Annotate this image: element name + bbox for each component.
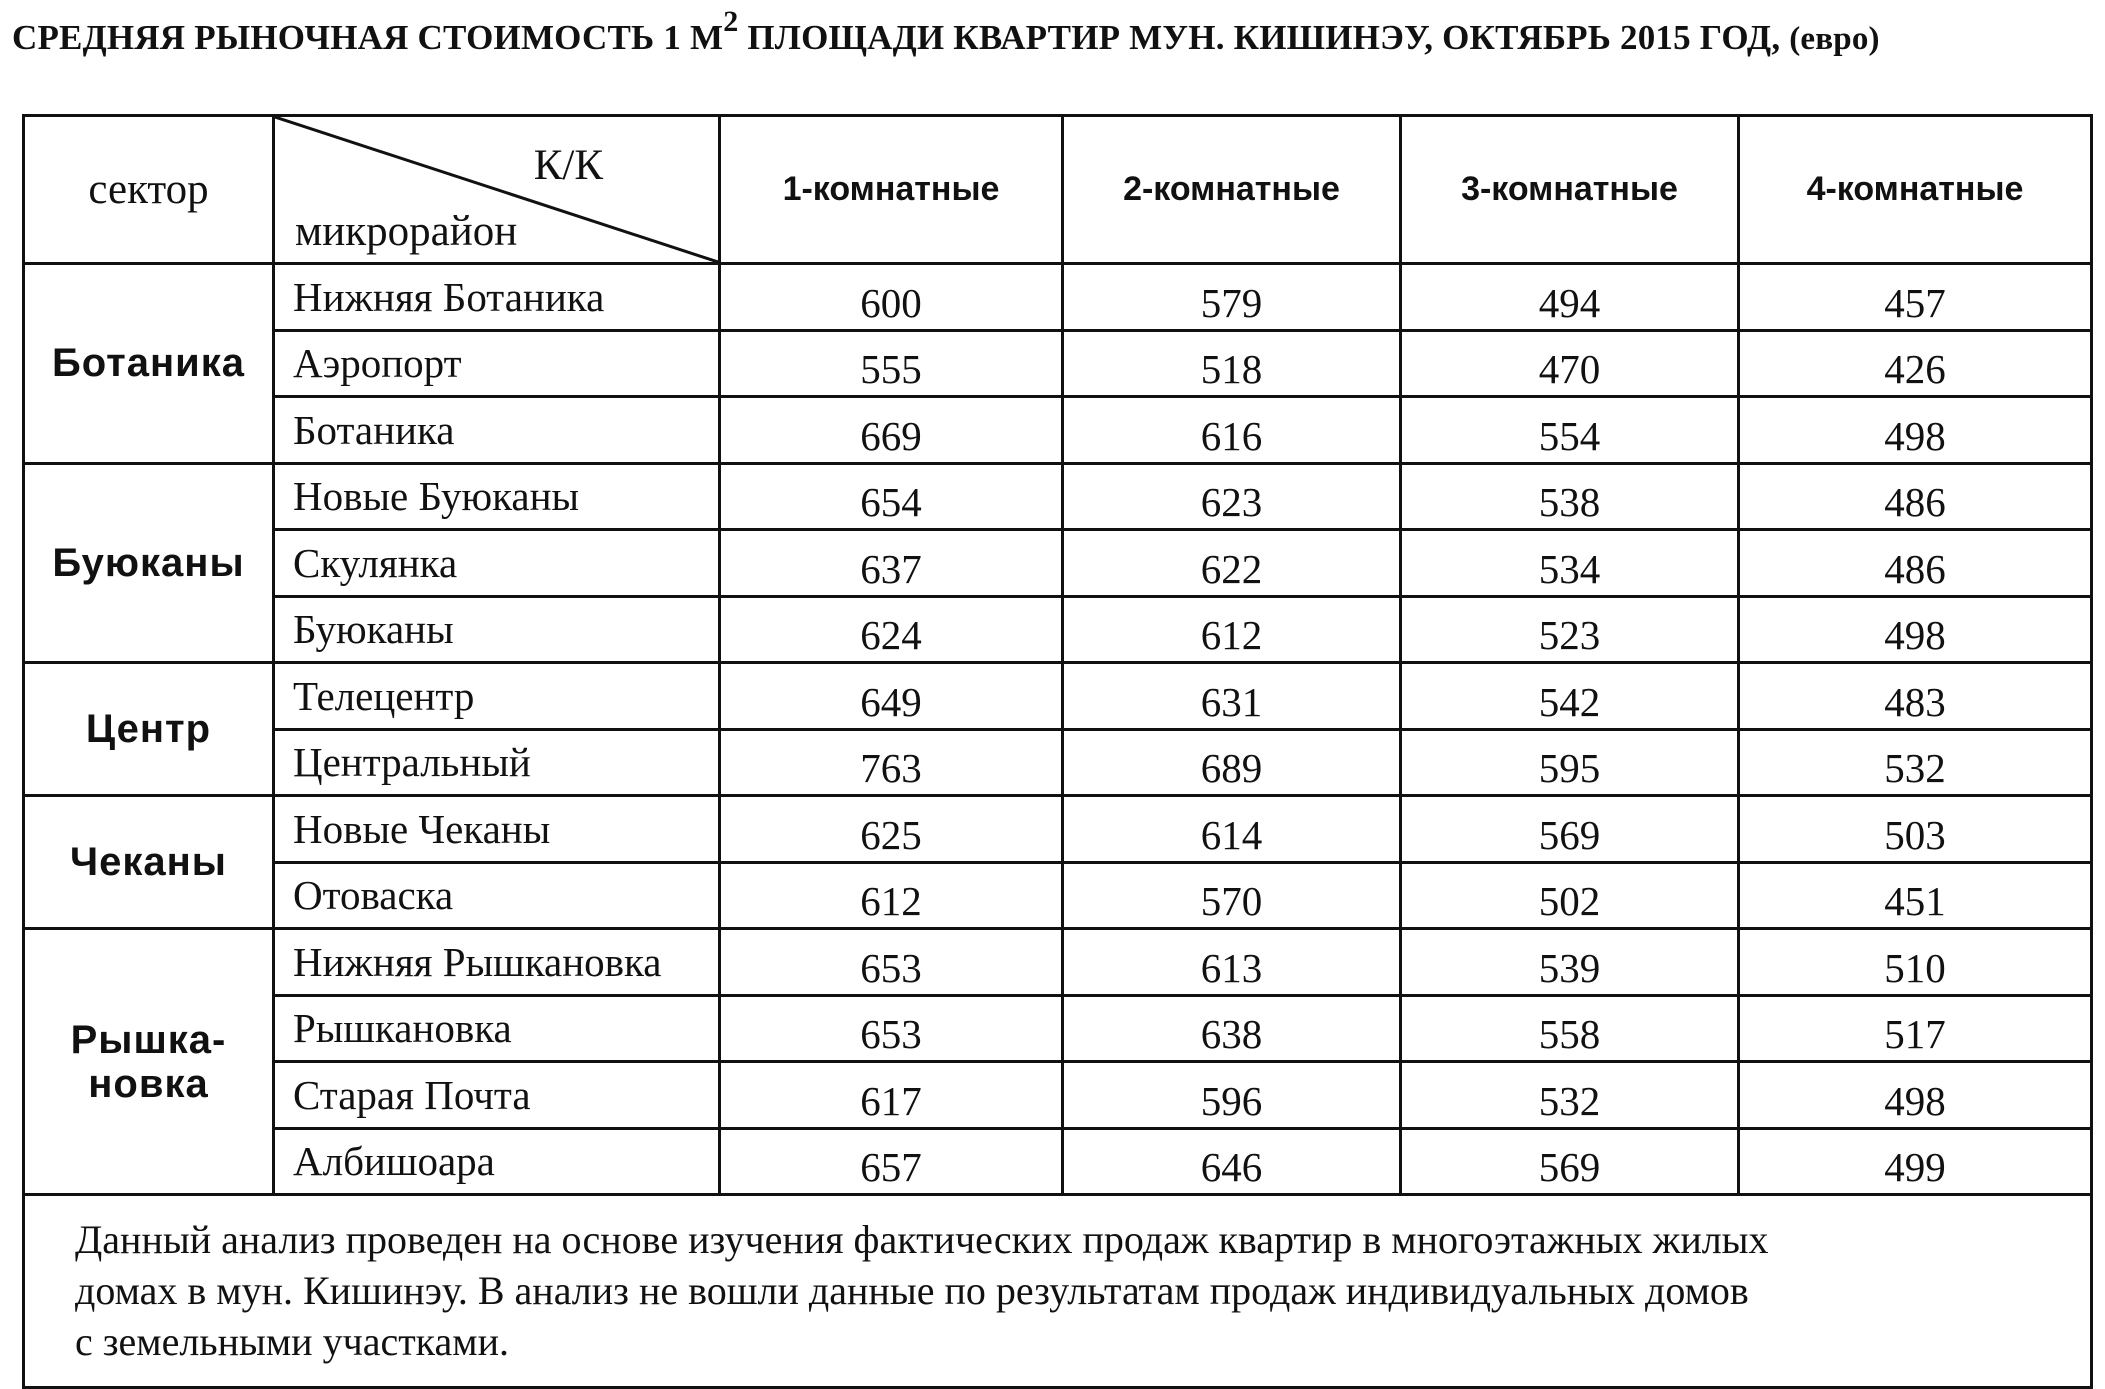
price-cell-2-room: 613: [1063, 929, 1401, 996]
price-cell-2-room: 623: [1063, 463, 1401, 530]
page-title: [12, 5, 2097, 58]
price-cell-4-room: 498: [1739, 1062, 2092, 1129]
price-table: [22, 114, 2093, 1389]
price-cell-4-room: 486: [1739, 463, 2092, 530]
price-cell-4-room: 517: [1739, 995, 2092, 1062]
price-cell-1-room: 653: [720, 929, 1063, 996]
price-cell-4-room: 532: [1739, 729, 2092, 796]
price-cell-2-room: 518: [1063, 330, 1401, 397]
table-row: [24, 663, 2092, 730]
title-rest: ПЛОЩАДИ КВАРТИР МУН. КИШИНЭУ, ОКТЯБРЬ 2015 ГОД,: [738, 18, 1781, 57]
table-row: [24, 995, 2092, 1062]
header-col-1: 1-комнатные: [720, 116, 1063, 264]
price-cell-2-room: 614: [1063, 796, 1401, 863]
table-row: [24, 530, 2092, 597]
price-cell-4-room: 426: [1739, 330, 2092, 397]
price-cell-1-room: 600: [720, 264, 1063, 331]
note-cell: [24, 1195, 2092, 1388]
price-cell-3-room: 534: [1401, 530, 1739, 597]
price-cell-2-room: 689: [1063, 729, 1401, 796]
price-cell-3-room: 523: [1401, 596, 1739, 663]
price-cell-1-room: 612: [720, 862, 1063, 929]
district-cell: Рышкановка: [274, 995, 720, 1062]
title-superscript: 2: [723, 5, 739, 38]
sector-cell: Чеканы: [24, 796, 274, 929]
price-cell-4-room: 486: [1739, 530, 2092, 597]
table-row: [24, 463, 2092, 530]
header-col-2: 2-комнатные: [1063, 116, 1401, 264]
price-cell-1-room: 624: [720, 596, 1063, 663]
price-cell-3-room: 494: [1401, 264, 1739, 331]
district-cell: Центральный: [274, 729, 720, 796]
price-cell-1-room: 657: [720, 1128, 1063, 1195]
price-cell-3-room: 569: [1401, 1128, 1739, 1195]
header-col-4: 4-комнатные: [1739, 116, 2092, 264]
price-cell-3-room: 470: [1401, 330, 1739, 397]
table-row: [24, 397, 2092, 464]
price-cell-2-room: 596: [1063, 1062, 1401, 1129]
price-cell-4-room: 451: [1739, 862, 2092, 929]
district-cell: Албишоара: [274, 1128, 720, 1195]
footnote-line-3: с земельными участками.: [75, 1319, 509, 1364]
price-cell-1-room: 763: [720, 729, 1063, 796]
price-cell-2-room: 616: [1063, 397, 1401, 464]
district-cell: Скулянка: [274, 530, 720, 597]
price-cell-1-room: 617: [720, 1062, 1063, 1129]
header-sector: сектор: [24, 116, 274, 264]
price-cell-4-room: 498: [1739, 397, 2092, 464]
price-cell-4-room: 499: [1739, 1128, 2092, 1195]
table-row: [24, 729, 2092, 796]
price-cell-4-room: 498: [1739, 596, 2092, 663]
title-unit: (евро): [1789, 21, 1880, 57]
price-cell-3-room: 502: [1401, 862, 1739, 929]
price-cell-3-room: 532: [1401, 1062, 1739, 1129]
header-district: микрорайон: [295, 208, 518, 255]
price-cell-2-room: 570: [1063, 862, 1401, 929]
price-cell-1-room: 649: [720, 663, 1063, 730]
title-main: СРЕДНЯЯ РЫНОЧНАЯ СТОИМОСТЬ 1 М: [12, 18, 724, 57]
sector-cell: Буюканы: [24, 463, 274, 663]
district-cell: Телецентр: [274, 663, 720, 730]
district-cell: Отоваска: [274, 862, 720, 929]
price-cell-1-room: 654: [720, 463, 1063, 530]
price-table-body: [24, 116, 2092, 1195]
footnote-line-1: Данный анализ проведен на основе изучения фактических продаж квартир в многоэтажных жилых: [75, 1217, 1769, 1262]
price-cell-3-room: 542: [1401, 663, 1739, 730]
price-cell-2-room: 646: [1063, 1128, 1401, 1195]
price-cell-1-room: 637: [720, 530, 1063, 597]
table-row: [24, 1128, 2092, 1195]
header-kk: К/К: [533, 142, 603, 189]
sector-cell: Рышка- новка: [24, 929, 274, 1195]
district-cell: Ботаника: [274, 397, 720, 464]
sector-cell: Ботаника: [24, 264, 274, 464]
price-cell-4-room: 483: [1739, 663, 2092, 730]
price-cell-2-room: 579: [1063, 264, 1401, 331]
table-row: [24, 796, 2092, 863]
price-cell-3-room: 554: [1401, 397, 1739, 464]
header-row: [24, 116, 2092, 264]
footnote-line-2: домах в мун. Кишинэу. В анализ не вошли данные по результатам продаж индивидуальных домов: [75, 1268, 1749, 1313]
table-row: [24, 929, 2092, 996]
price-cell-3-room: 538: [1401, 463, 1739, 530]
district-cell: Нижняя Рышкановка: [274, 929, 720, 996]
footnote: [25, 1196, 2090, 1367]
district-cell: Нижняя Ботаника: [274, 264, 720, 331]
price-cell-1-room: 669: [720, 397, 1063, 464]
district-cell: Аэропорт: [274, 330, 720, 397]
district-cell: Старая Почта: [274, 1062, 720, 1129]
district-cell: Буюканы: [274, 596, 720, 663]
price-cell-2-room: 631: [1063, 663, 1401, 730]
price-cell-3-room: 558: [1401, 995, 1739, 1062]
price-cell-2-room: 612: [1063, 596, 1401, 663]
price-cell-1-room: 653: [720, 995, 1063, 1062]
district-cell: Новые Буюканы: [274, 463, 720, 530]
header-col-3: 3-комнатные: [1401, 116, 1739, 264]
header-diagonal-cell: [274, 116, 720, 264]
price-cell-3-room: 539: [1401, 929, 1739, 996]
price-cell-1-room: 625: [720, 796, 1063, 863]
district-cell: Новые Чеканы: [274, 796, 720, 863]
price-cell-3-room: 595: [1401, 729, 1739, 796]
table-row: [24, 264, 2092, 331]
price-cell-1-room: 555: [720, 330, 1063, 397]
price-cell-2-room: 622: [1063, 530, 1401, 597]
price-cell-4-room: 457: [1739, 264, 2092, 331]
table-row: [24, 862, 2092, 929]
table-row: [24, 330, 2092, 397]
price-cell-2-room: 638: [1063, 995, 1401, 1062]
sector-cell: Центр: [24, 663, 274, 796]
price-cell-3-room: 569: [1401, 796, 1739, 863]
price-cell-4-room: 503: [1739, 796, 2092, 863]
price-cell-4-room: 510: [1739, 929, 2092, 996]
table-row: [24, 1062, 2092, 1129]
table-row: [24, 596, 2092, 663]
